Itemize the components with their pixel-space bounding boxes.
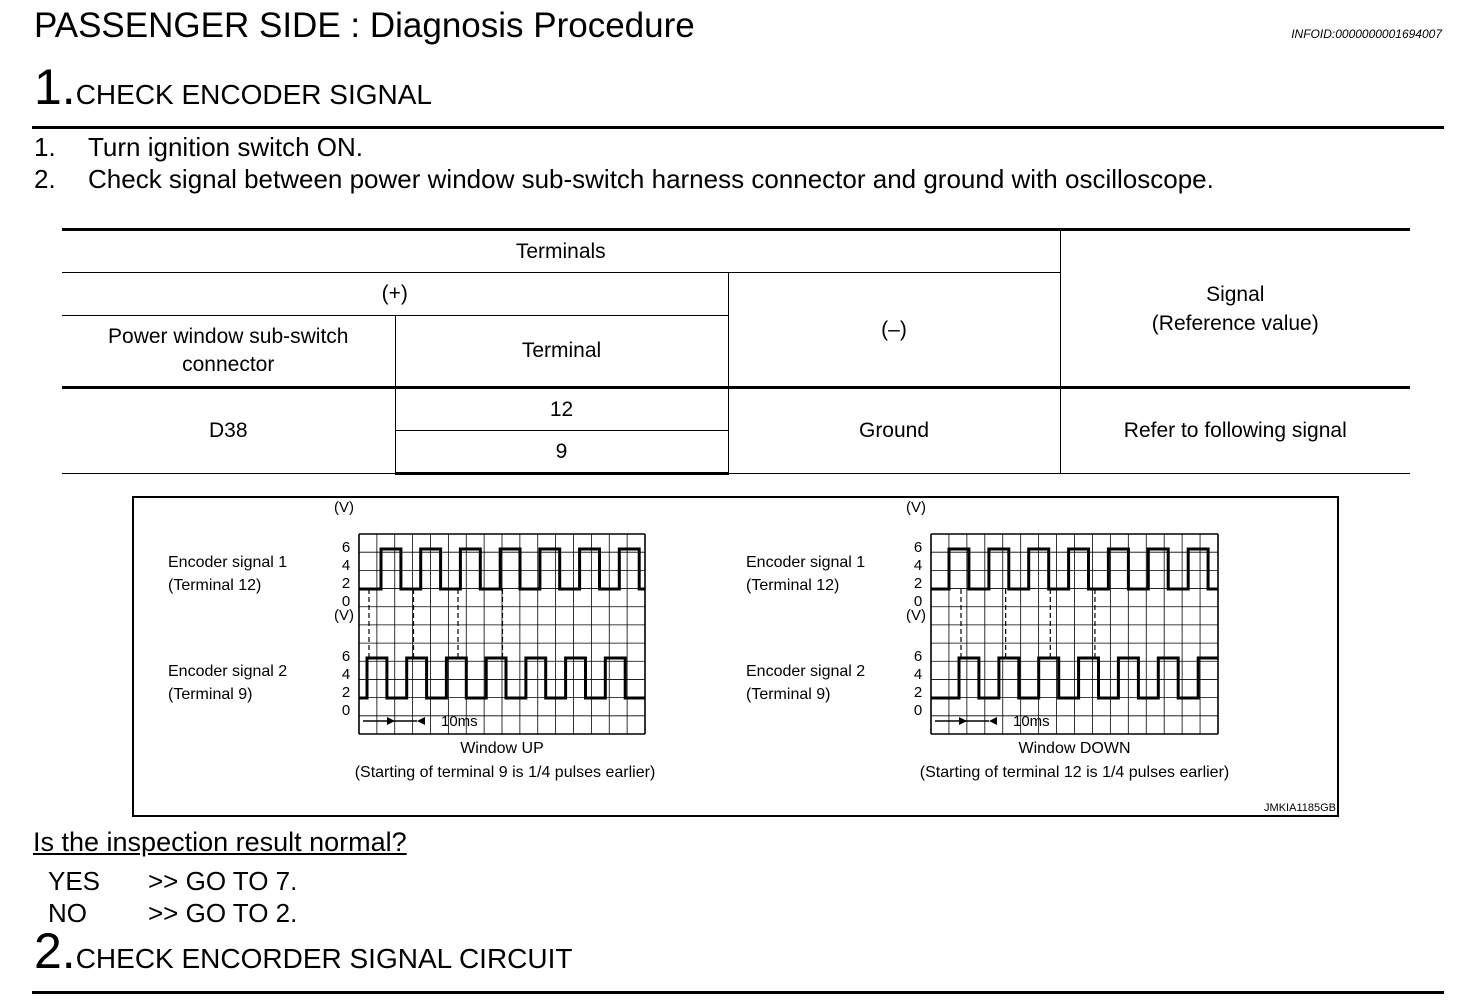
answer-yes: YES >> GO TO 7. — [48, 866, 298, 896]
arrow-head — [989, 717, 997, 725]
signal-label: Encoder signal 2 — [745, 662, 865, 680]
step-1-number: 1. — [34, 59, 76, 115]
arrow-head — [417, 717, 425, 725]
panel-caption: Window UP — [459, 739, 544, 757]
minus-header: (–) — [728, 273, 1060, 388]
procedure-list — [34, 131, 1214, 195]
step-2-title: CHECK ENCORDER SIGNAL CIRCUIT — [75, 943, 573, 974]
procedure-item: 2. Check signal between power window sub-switch harness connector and ground with oscilloscope. — [34, 164, 1214, 194]
info-id: INFOID:0000000001694007 — [1291, 27, 1442, 41]
step-1-heading — [34, 59, 432, 115]
signal-label: Encoder signal 1 — [745, 553, 865, 571]
terminals-header: Terminals — [62, 230, 1060, 273]
axis-tick: 0 — [341, 701, 350, 719]
figure-id: JMKIA1185GB — [1263, 801, 1336, 814]
terminal-cell: 9 — [395, 431, 728, 474]
result-question: Is the inspection result normal? — [33, 827, 407, 857]
axis-tick: 6 — [341, 647, 350, 665]
signal-figure — [132, 496, 1339, 817]
signal-header: Signal (Reference value) — [1060, 230, 1410, 388]
terminal-label: (Terminal 12) — [745, 576, 839, 594]
step-2-rule — [32, 991, 1444, 994]
axis-tick: 2 — [913, 574, 922, 592]
panel-note: (Starting of terminal 9 is 1/4 pulses earlier) — [354, 763, 655, 781]
step-2-number: 2. — [34, 923, 76, 979]
axis-unit: (V) — [905, 498, 926, 516]
connector-header: Power window sub-switch connector — [62, 316, 395, 388]
axis-tick: 4 — [341, 556, 350, 574]
panel-note: (Starting of terminal 12 is 1/4 pulses earlier) — [919, 763, 1229, 781]
ground-cell: Ground — [728, 388, 1060, 474]
signal-label: Encoder signal 1 — [167, 553, 287, 571]
terminal-label: (Terminal 9) — [167, 685, 252, 703]
axis-unit: (V) — [333, 606, 354, 624]
plus-header: (+) — [62, 273, 728, 316]
signal-value-cell: Refer to following signal — [1060, 388, 1410, 474]
axis-tick: 2 — [341, 683, 350, 701]
terminal-header: Terminal — [395, 316, 728, 388]
panel-caption: Window DOWN — [1017, 739, 1131, 757]
axis-tick: 6 — [913, 538, 922, 556]
axis-tick: 6 — [341, 538, 350, 556]
axis-tick: 0 — [913, 701, 922, 719]
axis-tick: 2 — [913, 683, 922, 701]
terminals-table — [62, 228, 1410, 475]
axis-tick: 4 — [341, 665, 350, 683]
scale-label: 10ms — [440, 712, 478, 730]
axis-tick: 4 — [913, 665, 922, 683]
procedure-item: 1. Turn ignition switch ON. — [34, 132, 364, 162]
step-1-title: CHECK ENCODER SIGNAL — [75, 79, 432, 110]
oscilloscope-diagram — [132, 496, 1339, 817]
terminal-label: (Terminal 9) — [745, 685, 830, 703]
answer-no: NO >> GO TO 2. — [48, 898, 298, 928]
axis-unit: (V) — [905, 606, 926, 624]
axis-tick: 0 — [341, 592, 350, 610]
signal-label: Encoder signal 2 — [167, 662, 287, 680]
terminal-label: (Terminal 12) — [167, 576, 261, 594]
terminal-cell: 12 — [395, 388, 728, 431]
axis-tick: 4 — [913, 556, 922, 574]
connector-cell: D38 — [62, 388, 395, 474]
arrow-head — [959, 717, 967, 725]
axis-tick: 6 — [913, 647, 922, 665]
axis-tick: 2 — [341, 574, 350, 592]
step-1-rule — [32, 126, 1444, 129]
axis-tick: 0 — [913, 592, 922, 610]
axis-unit: (V) — [333, 498, 354, 516]
step-2-heading — [34, 923, 573, 979]
scale-label: 10ms — [1012, 712, 1050, 730]
page-title: PASSENGER SIDE : Diagnosis Procedure — [34, 6, 695, 45]
arrow-head — [387, 717, 395, 725]
